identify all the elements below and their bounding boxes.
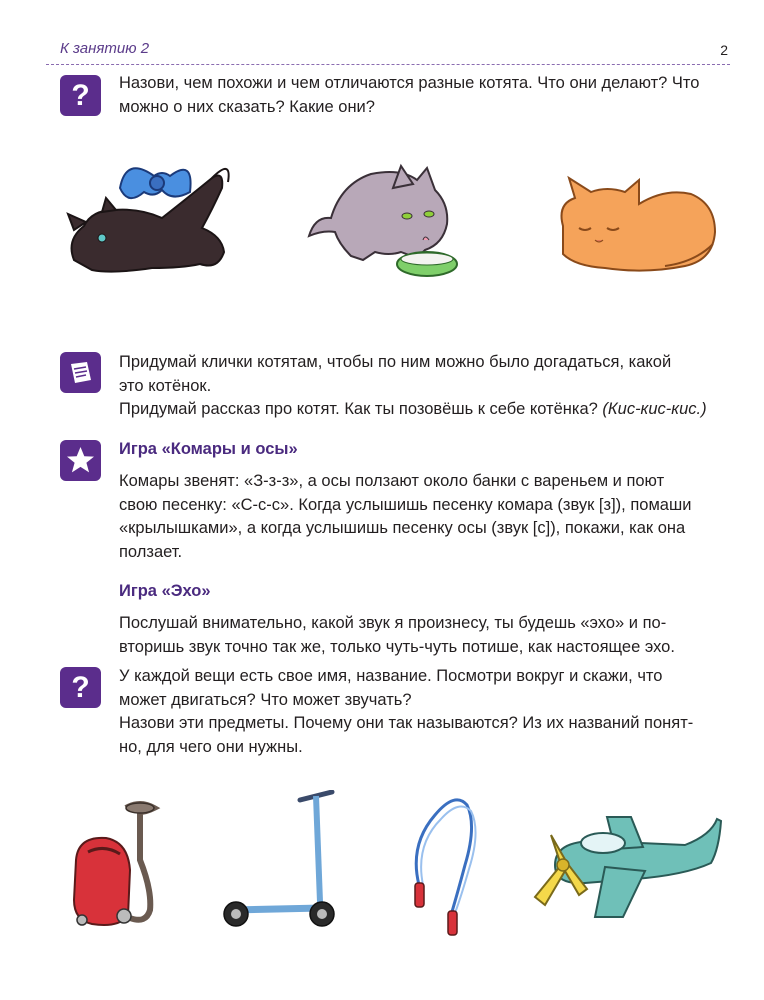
page-header xyxy=(46,38,730,64)
text-line: Назови эти предметы. Почему они так называются? Из их названий понят- xyxy=(119,714,694,732)
game-mosquito-title: Игра «Комары и осы» xyxy=(119,440,298,458)
text-line: но, для чего они нужны. xyxy=(119,737,303,756)
text-line: У каждой вещи есть свое имя, название. Посмотри вокруг и скажи, что xyxy=(119,667,663,685)
vacuum-cleaner-illustration xyxy=(68,800,178,935)
text-line: свою песенку: «С-с-с». Когда услышишь песенку комара (звук [з]), помаши xyxy=(119,495,692,514)
task-sentence: Придумай рассказ про котят. Как ты позовёшь к себе котёнка? xyxy=(119,400,598,418)
text-line: ползает. xyxy=(119,542,183,561)
text-line: вторишь звук точно так же, только чуть-чуть потише, как настоящее эхо. xyxy=(119,637,675,656)
answer-hint: (Кис-кис-кис.) xyxy=(602,400,707,418)
game-echo-text xyxy=(119,612,731,659)
text-line: можно о них сказать? Какие они? xyxy=(119,97,375,116)
text-line: Придумай клички котятам, чтобы по ним можно было догадаться, какой xyxy=(119,353,672,371)
scooter-illustration xyxy=(212,790,352,935)
kittens-question-text xyxy=(119,72,731,119)
header-divider xyxy=(46,64,730,65)
text-line: Послушай внимательно, какой звук я произнесу, ты будешь «эхо» и по- xyxy=(119,614,667,632)
text-line: может двигаться? Что может звучать? xyxy=(119,690,412,709)
text-line: это котёнок. xyxy=(119,376,212,395)
names-task-text xyxy=(119,351,731,422)
airplane-illustration xyxy=(515,805,725,925)
page-number: 2 xyxy=(720,42,728,58)
question-icon: ? xyxy=(60,667,101,708)
grey-kitten-illustration xyxy=(305,160,475,285)
text-line xyxy=(119,398,731,422)
game-mosquito-text xyxy=(119,470,731,564)
game-echo-title: Игра «Эхо» xyxy=(119,582,211,600)
book-icon xyxy=(60,352,101,393)
orange-kitten-illustration xyxy=(555,170,725,275)
lesson-label: К занятию 2 xyxy=(60,40,150,57)
jump-rope-illustration xyxy=(405,785,495,940)
question-icon: ? xyxy=(60,75,101,116)
text-line: «крылышками», а когда услышишь песенку осы (звук [с]), покажи, как она xyxy=(119,519,686,537)
text-line: Комары звенят: «З-з-з», а осы ползают около банки с вареньем и поют xyxy=(119,472,665,490)
text-line: Назови, чем похожи и чем отличаются разные котята. Что они делают? Что xyxy=(119,74,700,92)
black-kitten-illustration xyxy=(62,152,242,277)
star-icon xyxy=(60,440,101,481)
objects-question-text xyxy=(119,665,731,759)
